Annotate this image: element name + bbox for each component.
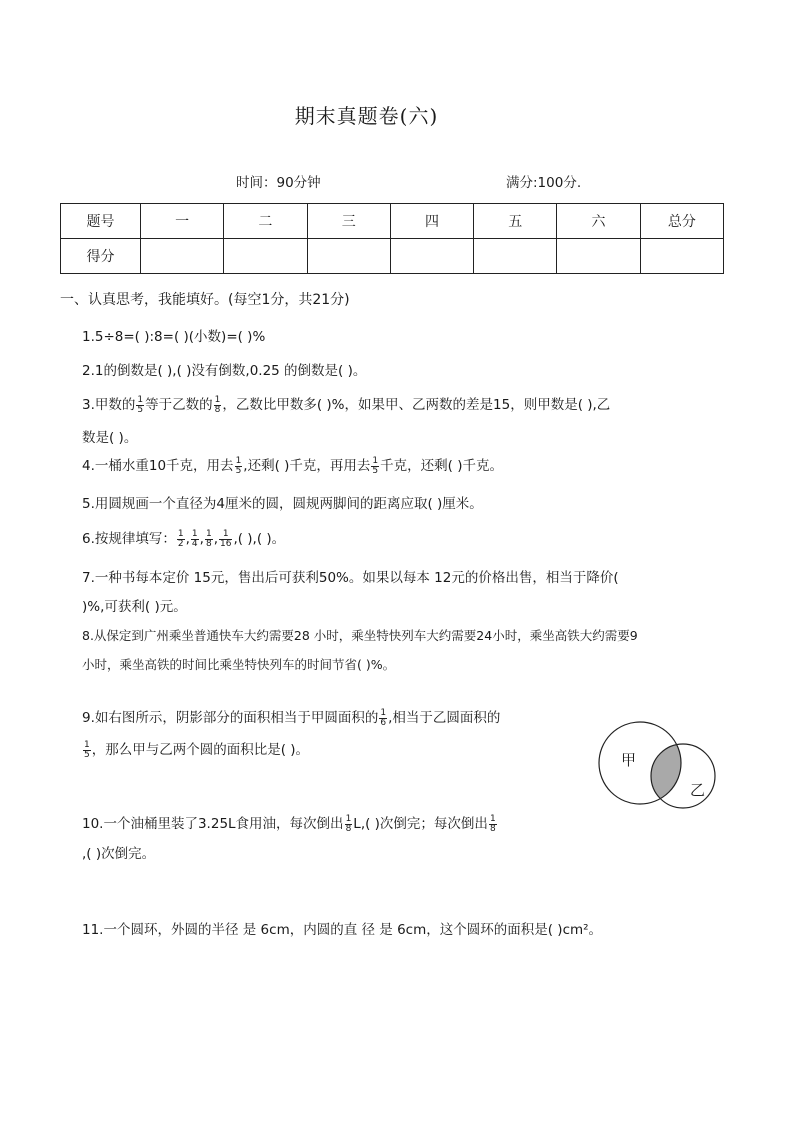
score-cell[interactable] [474,239,557,274]
question-7: 7.一种书每本定价 15元，售出后可获利50%。如果以每本 12元的价格出售，相当于降价( [82,570,619,586]
question-6 [82,527,285,549]
fraction: $\frac{1}{6}$ [380,707,387,728]
score-header-cell: 总分 [640,204,723,239]
score-table [60,203,724,274]
exam-time: 时间：90分钟 [236,175,321,191]
score-header-cell: 四 [390,204,473,239]
score-cell[interactable] [640,239,723,274]
fraction: $\frac{1}{4}$ [191,528,198,549]
q9-text-a: 9.如右图所示，阴影部分的面积相当于甲圆面积的 [82,710,379,726]
q4-text-b: ,还剩( )千克，再用去 [243,458,371,474]
question-5: 5.用圆规画一个直径为4厘米的圆，圆规两脚间的距离应取( )厘米。 [82,496,483,512]
venn-diagram [596,720,726,810]
score-header-cell: 五 [474,204,557,239]
question-4 [82,454,503,476]
question-10-line-2: ,( )次倒完。 [82,846,156,862]
score-cell[interactable] [224,239,307,274]
fraction: $\frac{1}{8}$ [205,528,212,549]
fraction: $\frac{1}{2}$ [177,528,184,549]
fraction: $\frac{1}{8}$ [489,813,496,834]
page-title: 期末真题卷(六) [294,104,439,128]
q9-text-b: ,相当于乙圆面积的 [388,710,501,726]
fraction: $\frac{1}{5}$ [372,455,379,476]
fraction: $\frac{1}{8}$ [345,813,352,834]
label-yi: 乙 [690,781,706,799]
q4-text-c: 千克，还剩( )千克。 [380,458,503,474]
q4-text-a: 4.一桶水重10千克，用去 [82,458,234,474]
question-2: 2.1的倒数是( ),( )没有倒数,0.25 的倒数是( )。 [82,363,367,379]
full-score: 满分:100分. [506,175,582,191]
q6-text-b: ( ),( )。 [237,531,286,547]
fraction: $\frac{1}{5}$ [84,739,90,760]
question-7-line-2: )%,可获利( )元。 [82,599,187,615]
score-cell[interactable] [390,239,473,274]
score-row-label: 得分 [61,239,141,274]
question-3-line-2: 数是( )。 [82,430,138,446]
label-jia: 甲 [621,751,637,769]
score-cell[interactable] [141,239,224,274]
question-8-line-2: 小时，乘坐高铁的时间比乘坐特快列车的时间节省( )%。 [82,657,396,672]
separator: , [233,531,238,547]
fraction: $\frac{1}{16}$ [219,528,232,549]
q10-text-a: 10.一个油桶里装了3.25L食用油，每次倒出 [82,816,344,832]
score-header-cell: 二 [224,204,307,239]
q3-text-a: 3.甲数的 [82,397,136,413]
separator: , [185,531,190,547]
score-cell[interactable] [307,239,390,274]
score-table-header-row [61,204,724,239]
score-cell[interactable] [557,239,640,274]
q10-text-b: L,( )次倒完；每次倒出 [353,816,488,832]
score-header-cell: 一 [141,204,224,239]
fraction: $\frac{1}{5}$ [235,455,242,476]
q3-text-c: ，乙数比甲数多( )%，如果甲、乙两数的差是15，则甲数是( ),乙 [222,397,611,413]
question-9-line-2 [82,738,309,760]
score-table-score-row [61,239,724,274]
question-9 [82,706,500,728]
fraction: $\frac{1}{5}$ [137,394,144,415]
separator: , [199,531,204,547]
score-header-cell: 六 [557,204,640,239]
q6-text-a: 6.按规律填写： [82,531,176,547]
score-header-cell: 题号 [61,204,141,239]
question-10 [82,812,498,834]
question-3 [82,393,610,415]
question-11: 11.一个圆环，外圆的半径 是 6cm，内圆的直 径 是 6cm，这个圆环的面积是( )cm²。 [82,922,603,938]
question-1: 1.5÷8=( ):8=( )(小数)=( )% [82,329,266,345]
question-8: 8.从保定到广州乘坐普通快车大约需要28 小时，乘坐特快列车大约需要24小时，乘坐高铁大约需要9 [82,628,638,643]
q9-text-c: ，那么甲与乙两个圆的面积比是( )。 [91,742,310,758]
q3-text-b: 等于乙数的 [145,397,213,413]
score-header-cell: 三 [307,204,390,239]
section-1-heading: 一、认真思考，我能填好。(每空1分，共21分) [60,292,350,308]
fraction: $\frac{1}{8}$ [214,394,221,415]
separator: , [213,531,218,547]
